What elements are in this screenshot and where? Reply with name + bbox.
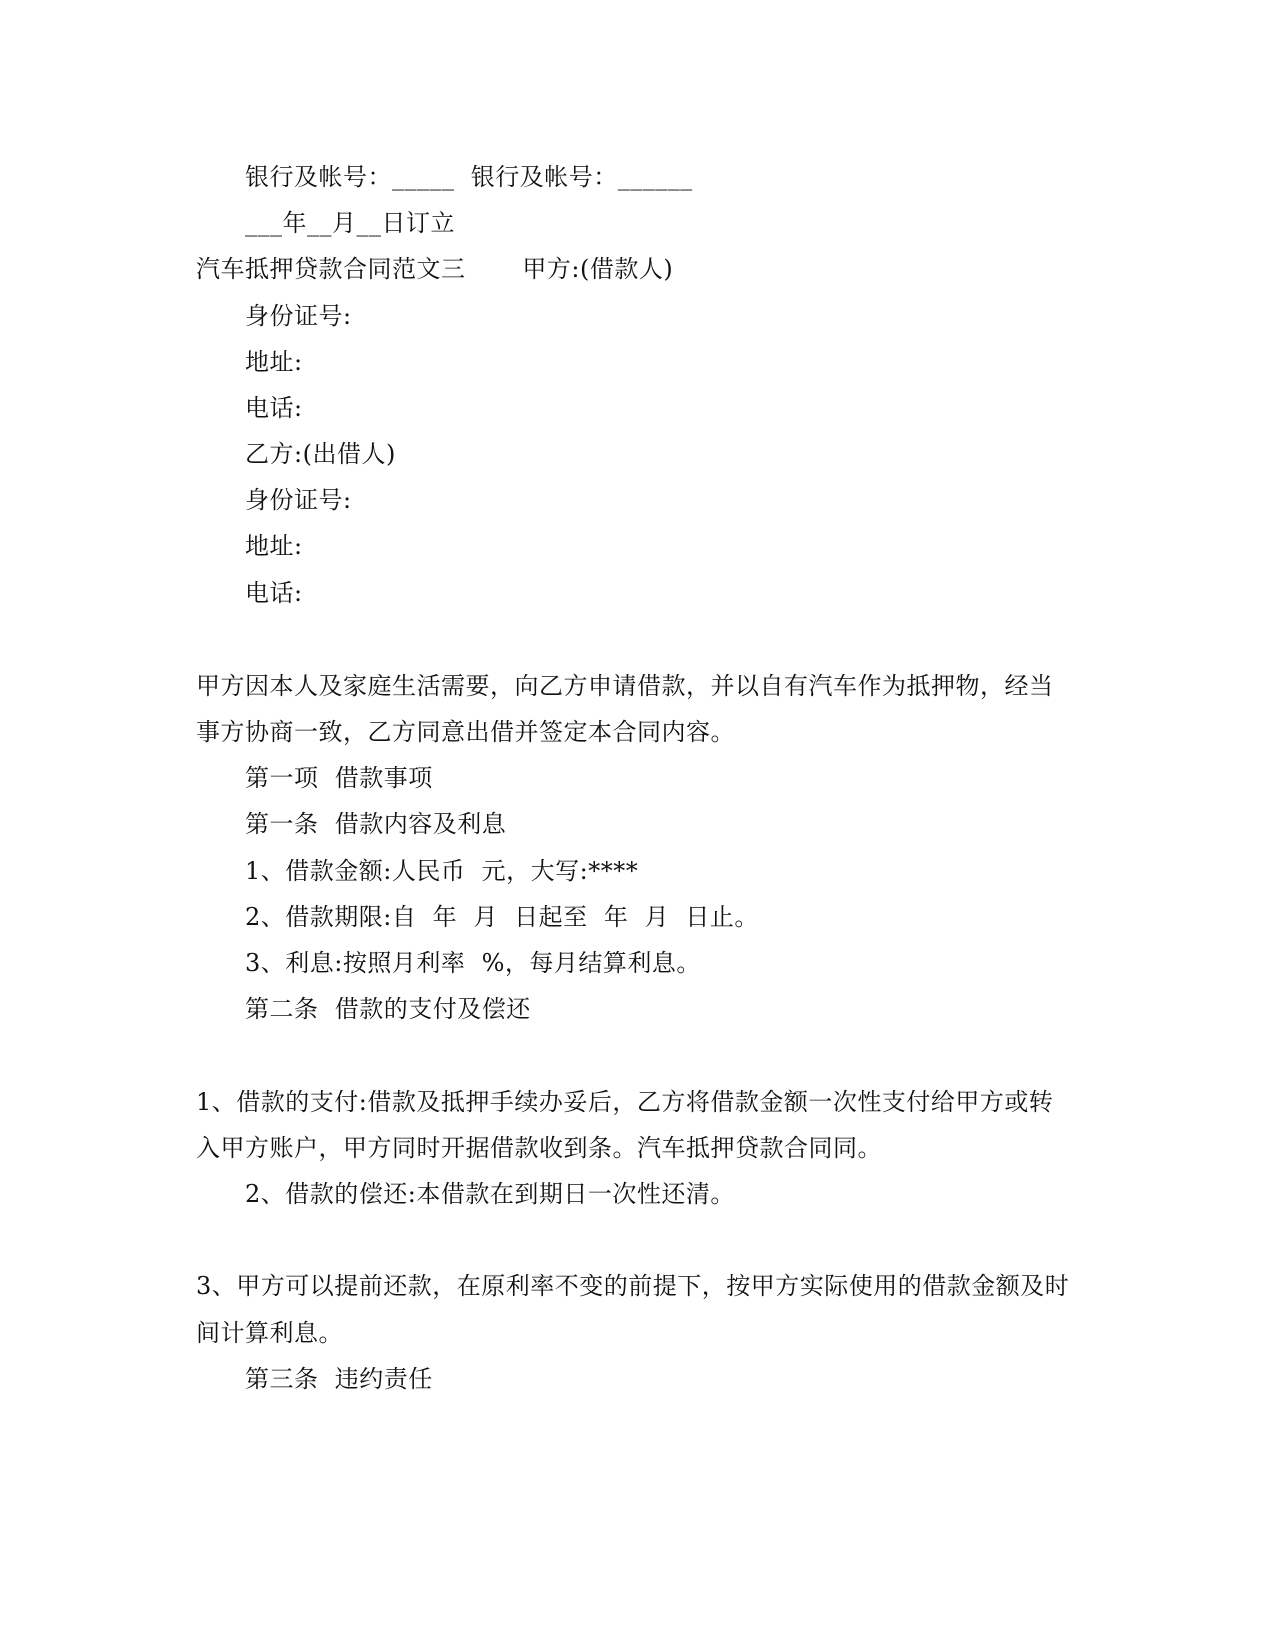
early-repayment-line-2: 间计算利息。: [196, 1319, 343, 1347]
party-b-phone: 电话:: [245, 579, 303, 607]
payment-clause-line-1: 1、借款的支付:借款及抵押手续办妥后，乙方将借款金额一次性支付给甲方或转: [196, 1088, 1054, 1116]
repayment-clause: 2、借款的偿还:本借款在到期日一次性还清。: [245, 1180, 735, 1208]
party-b-heading: 乙方:(出借人): [245, 440, 396, 468]
loan-amount-clause: 1、借款金额:人民币 元，大写:****: [245, 857, 639, 885]
section-1-heading: 第一项 借款事项: [245, 764, 433, 792]
party-a-id-number: 身份证号:: [245, 302, 352, 330]
interest-clause: 3、利息:按照月利率 %，每月结算利息。: [245, 949, 701, 977]
payment-clause-line-2: 入甲方账户，甲方同时开据借款收到条。汽车抵押贷款合同同。: [196, 1134, 882, 1162]
preamble-line-2: 事方协商一致，乙方同意出借并签定本合同内容。: [196, 718, 735, 746]
article-1-heading: 第一条 借款内容及利息: [245, 810, 507, 838]
bank-account-line: 银行及帐号：_____ 银行及帐号：______: [245, 163, 693, 191]
loan-term-clause: 2、借款期限:自 年 月 日起至 年 月 日止。: [245, 903, 759, 931]
date-signed-line: ___年__月__日订立: [245, 209, 455, 237]
article-3-heading: 第三条 违约责任: [245, 1365, 433, 1393]
party-b-address: 地址:: [245, 532, 303, 560]
article-2-heading: 第二条 借款的支付及偿还: [245, 995, 531, 1023]
contract-title-party-a: 汽车抵押贷款合同范文三 甲方:(借款人): [196, 255, 674, 283]
party-a-phone: 电话:: [245, 394, 303, 422]
early-repayment-line-1: 3、甲方可以提前还款，在原利率不变的前提下，按甲方实际使用的借款金额及时: [196, 1272, 1070, 1300]
party-b-id-number: 身份证号:: [245, 486, 352, 514]
party-a-address: 地址:: [245, 348, 303, 376]
preamble-line-1: 甲方因本人及家庭生活需要，向乙方申请借款，并以自有汽车作为抵押物，经当: [196, 672, 1054, 700]
